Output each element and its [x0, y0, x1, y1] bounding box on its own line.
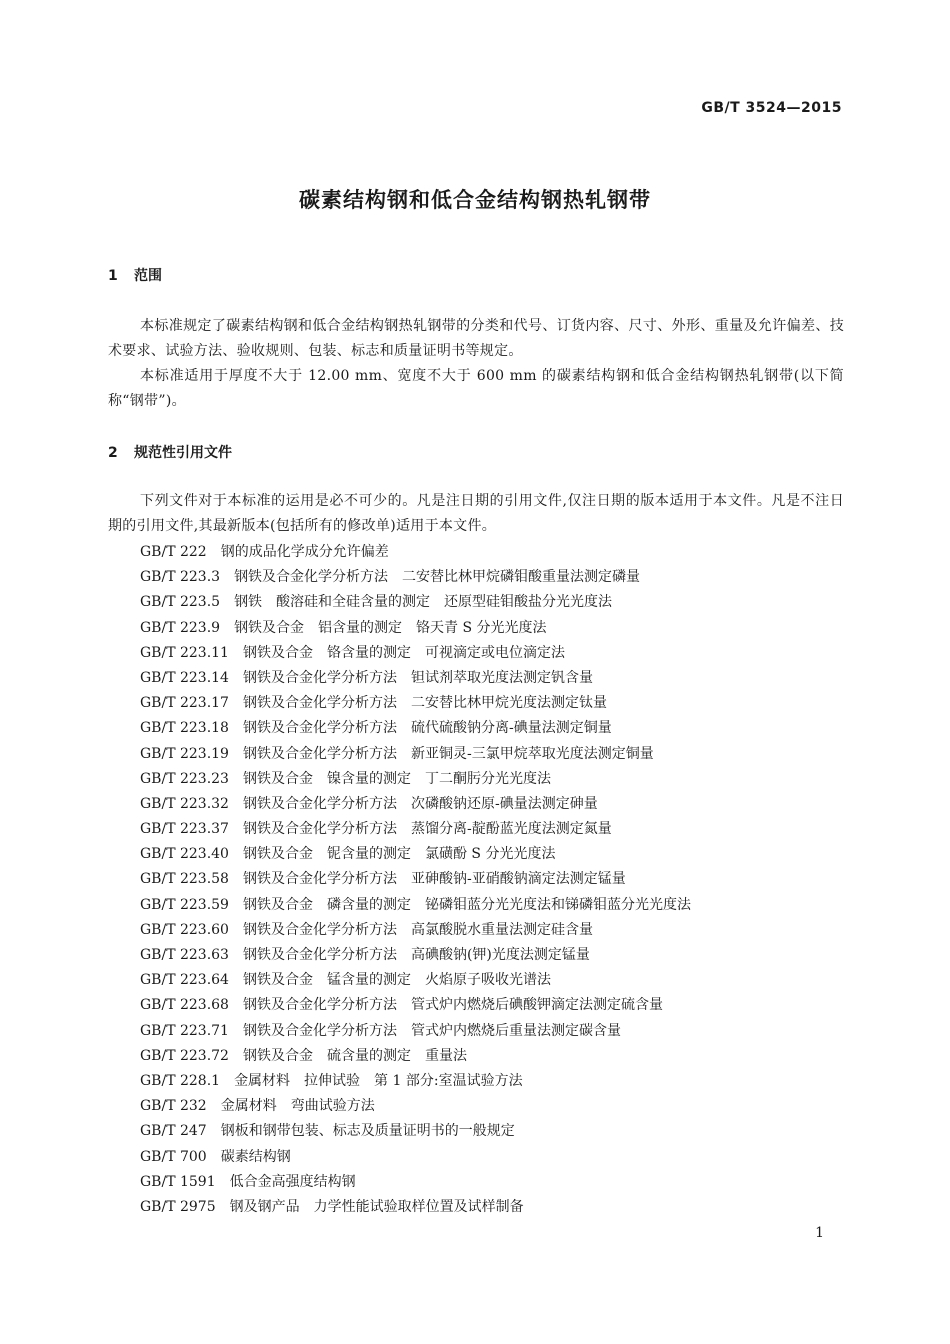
reference-item: [140, 691, 844, 716]
reference-title: 钢板和钢带包装、标志及质量证明书的一般规定: [220, 1123, 515, 1140]
reference-title: 钢铁及合金 铌含量的测定 氯磺酚 S 分光光度法: [242, 846, 556, 863]
reference-code: GB/T 223.32: [140, 795, 229, 812]
reference-item: [140, 666, 844, 691]
reference-code: GB/T 1591: [140, 1173, 216, 1190]
reference-item: [140, 767, 844, 792]
reference-code: GB/T 232: [140, 1098, 207, 1115]
reference-title: 钢铁及合金 镍含量的测定 丁二酮肟分光光度法: [242, 770, 551, 787]
reference-code: GB/T 228.1: [140, 1072, 221, 1089]
reference-title: 钢铁及合金 锰含量的测定 火焰原子吸收光谱法: [242, 972, 551, 989]
reference-title: 低合金高强度结构钢: [229, 1173, 356, 1190]
reference-item: [140, 616, 844, 641]
reference-item: [140, 590, 844, 615]
reference-code: GB/T 223.19: [140, 745, 229, 762]
reference-code: GB/T 222: [140, 544, 207, 560]
reference-title: 钢铁及合金化学分析方法 二安替比林甲烷磷钼酸重量法测定磷量: [234, 569, 641, 586]
reference-title: 钢铁及合金 硫含量的测定 重量法: [242, 1047, 467, 1064]
reference-item: [140, 993, 844, 1018]
reference-title: 钢铁及合金化学分析方法 高碘酸钠(钾)光度法测定锰量: [242, 947, 590, 963]
page-number: 1: [815, 1225, 824, 1241]
reference-code: GB/T 223.59: [140, 896, 229, 913]
reference-item: [140, 1019, 844, 1044]
reference-item: [140, 565, 844, 590]
reference-title: 钢铁及合金 铬含量的测定 可视滴定或电位滴定法: [242, 644, 565, 661]
section-1-title: 范围: [134, 268, 162, 284]
reference-code: GB/T 223.18: [140, 720, 229, 737]
reference-code: GB/T 223.37: [140, 821, 229, 838]
reference-item: [140, 540, 844, 565]
reference-title: 钢铁及合金化学分析方法 高氯酸脱水重量法测定硅含量: [242, 921, 593, 938]
reference-title: 钢铁及合金化学分析方法 管式炉内燃烧后重量法测定碳含量: [242, 1022, 621, 1039]
reference-title: 钢铁及合金化学分析方法 新亚铜灵-三氯甲烷萃取光度法测定铜量: [242, 745, 654, 762]
reference-code: GB/T 223.40: [140, 846, 229, 863]
reference-title: 钢的成品化学成分允许偏差: [220, 544, 389, 560]
reference-item: [140, 641, 844, 666]
reference-item: [140, 867, 844, 892]
reference-title: 钢铁及合金化学分析方法 次磷酸钠还原-碘量法测定砷量: [242, 795, 598, 812]
reference-item: [140, 742, 844, 767]
reference-code: GB/T 700: [140, 1148, 207, 1165]
reference-item: [140, 1145, 844, 1170]
reference-item: [140, 792, 844, 817]
reference-item: [140, 1170, 844, 1195]
reference-code: GB/T 2975: [140, 1198, 216, 1215]
reference-title: 钢铁及合金化学分析方法 钽试剂萃取光度法测定钒含量: [242, 669, 593, 686]
reference-item: [140, 1119, 844, 1144]
reference-title: 钢铁及合金化学分析方法 二安替比林甲烷光度法测定钛量: [242, 695, 607, 712]
reference-item: [140, 817, 844, 842]
reference-code: GB/T 247: [140, 1123, 207, 1140]
document-title: 碳素结构钢和低合金结构钢热轧钢带: [299, 188, 651, 212]
reference-item: [140, 1044, 844, 1069]
reference-title: 钢铁 酸溶硅和全硅含量的测定 还原型硅钼酸盐分光光度法: [234, 594, 613, 611]
reference-code: GB/T 223.68: [140, 997, 229, 1014]
reference-code: GB/T 223.11: [140, 644, 229, 661]
reference-code: GB/T 223.60: [140, 921, 229, 938]
reference-item: [140, 968, 844, 993]
reference-item: [140, 943, 844, 968]
section-1-number: 1: [108, 268, 118, 284]
reference-item: [140, 893, 844, 918]
reference-item: [140, 1094, 844, 1119]
reference-title: 钢铁及合金化学分析方法 硫代硫酸钠分离-碘量法测定铜量: [242, 720, 612, 737]
reference-title: 钢铁及合金化学分析方法 蒸馏分离-靛酚蓝光度法测定氮量: [242, 821, 612, 838]
reference-code: GB/T 223.5: [140, 594, 221, 611]
reference-list: [140, 540, 844, 1220]
reference-code: GB/T 223.58: [140, 871, 229, 888]
reference-title: 钢铁及合金化学分析方法 亚砷酸钠-亚硝酸钠滴定法测定锰量: [242, 871, 626, 888]
reference-code: GB/T 223.3: [140, 569, 221, 586]
reference-code: GB/T 223.72: [140, 1047, 229, 1064]
section-2-title: 规范性引用文件: [134, 445, 232, 461]
reference-title: 钢铁及合金化学分析方法 管式炉内燃烧后碘酸钾滴定法测定硫含量: [242, 997, 663, 1014]
section-1-paragraph-1: 本标准规定了碳素结构钢和低合金结构钢热轧钢带的分类和代号、订货内容、尺寸、外形、重量及允许偏差、技术要求、试验方法、验收规则、包装、标志和质量证明书等规定。: [108, 318, 844, 359]
reference-code: GB/T 223.23: [140, 770, 229, 787]
reference-title: 金属材料 弯曲试验方法: [220, 1098, 375, 1115]
reference-item: [140, 842, 844, 867]
reference-code: GB/T 223.64: [140, 972, 229, 989]
reference-item: [140, 716, 844, 741]
reference-code: GB/T 223.14: [140, 669, 229, 686]
reference-title: 金属材料 拉伸试验 第 1 部分:室温试验方法: [234, 1072, 523, 1089]
reference-code: GB/T 223.9: [140, 619, 221, 636]
reference-title: 钢及钢产品 力学性能试验取样位置及试样制备: [229, 1198, 524, 1215]
section-1-heading: [108, 265, 162, 285]
reference-title: 钢铁及合金 磷含量的测定 铋磷钼蓝分光光度法和锑磷钼蓝分光光度法: [242, 896, 691, 913]
reference-title: 碳素结构钢: [220, 1148, 291, 1165]
reference-code: GB/T 223.71: [140, 1022, 229, 1039]
reference-item: [140, 918, 844, 943]
reference-item: [140, 1195, 844, 1220]
section-2-intro: 下列文件对于本标准的运用是必不可少的。凡是注日期的引用文件,仅注日期的版本适用于本文件。凡是不注日期的引用文件,其最新版本(包括所有的修改单)适用于本文件。: [108, 493, 844, 534]
section-2-number: 2: [108, 445, 118, 461]
reference-item: [140, 1069, 844, 1094]
section-2-heading: [108, 442, 232, 462]
section-1-paragraph-2: 本标准适用于厚度不大于 12.00 mm、宽度不大于 600 mm 的碳素结构钢和低合金结构钢热轧钢带(以下简称“钢带”)。: [108, 368, 844, 409]
reference-code: GB/T 223.63: [140, 947, 229, 963]
standard-code: GB/T 3524—2015: [701, 100, 842, 116]
reference-code: GB/T 223.17: [140, 695, 229, 712]
reference-title: 钢铁及合金 铝含量的测定 铬天青 S 分光光度法: [234, 619, 547, 636]
